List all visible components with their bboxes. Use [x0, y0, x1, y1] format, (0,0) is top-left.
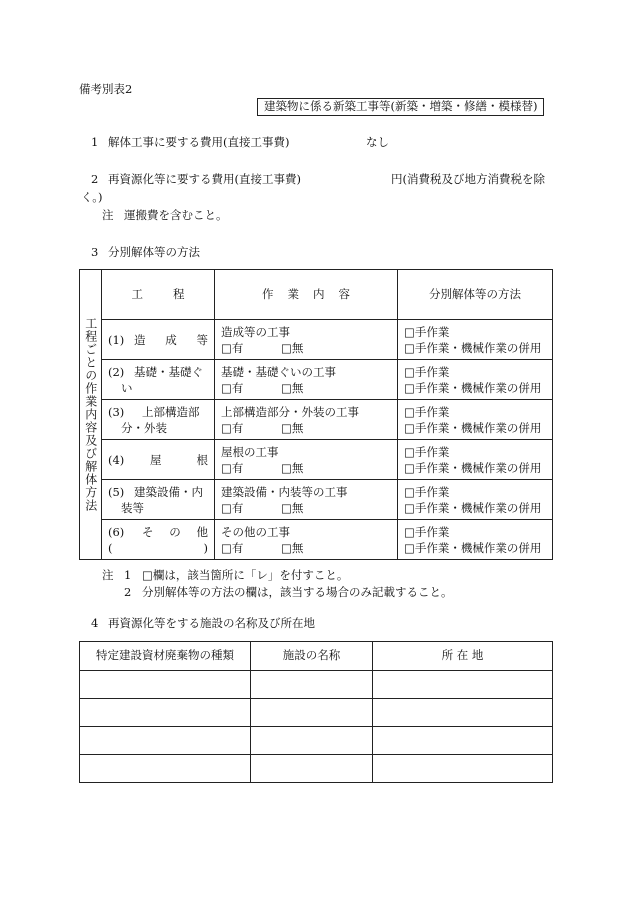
checkbox-no[interactable]: □無 [281, 540, 304, 555]
appendix-label: 備考別表2 [79, 82, 133, 96]
checkbox-no[interactable]: □無 [281, 500, 304, 515]
process-name-part: 成 [165, 332, 177, 347]
work-title: その他の工事 [221, 524, 290, 539]
process-number: (6) [108, 524, 125, 539]
method-manual-checkbox[interactable]: □手作業 [404, 404, 450, 419]
method-combined-checkbox[interactable]: □手作業・機械作業の併用 [404, 540, 542, 555]
process-name-part: 建築設備・内 [134, 484, 203, 499]
section-3-number: 3 [91, 245, 99, 259]
header-method: 分別解体等の方法 [398, 270, 553, 320]
method-combined-checkbox[interactable]: □手作業・機械作業の併用 [404, 500, 542, 515]
facility-name-cell[interactable] [251, 727, 373, 755]
table3-note-2-number: 2 [124, 585, 132, 599]
section-1-label: 解体工事に要する費用(直接工事費) [108, 135, 290, 149]
header-work [215, 270, 398, 320]
process-name-part: 屋 [150, 452, 162, 467]
table-row [80, 699, 553, 727]
section-4-label: 再資源化等をする施設の名称及び所在地 [108, 616, 315, 630]
table-row [80, 320, 553, 360]
work-title: 屋根の工事 [221, 444, 279, 459]
checkbox-yes[interactable]: □有 [221, 540, 244, 555]
method-combined-checkbox[interactable]: □手作業・機械作業の併用 [404, 420, 542, 435]
facility-name-cell[interactable] [251, 699, 373, 727]
table3-note-2: 分別解体等の方法の欄は，該当する場合のみ記載すること。 [142, 585, 453, 599]
header-facility-name: 施設の名称 [251, 642, 373, 671]
process-number: (2) [108, 364, 125, 379]
table-row [80, 520, 553, 560]
recycling-facility-table [79, 641, 553, 783]
work-title: 上部構造部分・外装の工事 [221, 404, 359, 419]
process-name-part: 上部構造部 [142, 404, 200, 419]
construction-type-box: 建築物に係る新築工事等(新築・増築・修繕・模様替) [257, 98, 544, 116]
facility-name-cell[interactable] [251, 671, 373, 699]
section-2-value-line1: 円(消費税及び地方消費税を除 [391, 172, 545, 186]
checkbox-no[interactable]: □無 [281, 340, 304, 355]
location-cell[interactable] [373, 699, 553, 727]
facility-name-cell[interactable] [251, 755, 373, 783]
section-2-note-prefix: 注 [102, 208, 114, 222]
section-2-number: 2 [91, 172, 99, 186]
side-label-cell [80, 270, 102, 560]
process-name-line2: い [121, 380, 133, 395]
location-cell[interactable] [373, 755, 553, 783]
table-row [80, 727, 553, 755]
method-manual-checkbox[interactable]: □手作業 [404, 324, 450, 339]
section-2-note: 運搬費を含むこと。 [124, 208, 228, 222]
process-name-part: の [169, 524, 181, 539]
work-title: 建築設備・内装等の工事 [221, 484, 348, 499]
checkbox-yes[interactable]: □有 [221, 460, 244, 475]
process-number: (1) [108, 332, 125, 347]
checkbox-no[interactable]: □無 [281, 380, 304, 395]
work-title: 基礎・基礎ぐいの工事 [221, 364, 336, 379]
header-work-char2: 業 [287, 286, 299, 301]
process-name-part: 等 [196, 332, 208, 347]
process-name-part: そ [142, 524, 154, 539]
method-combined-checkbox[interactable]: □手作業・機械作業の併用 [404, 460, 542, 475]
process-name-part: 造 [134, 332, 146, 347]
section-1-number: 1 [91, 135, 99, 149]
process-name-part: 根 [196, 452, 208, 467]
header-waste-type: 特定建設資材廃棄物の種類 [80, 642, 251, 671]
method-combined-checkbox[interactable]: □手作業・機械作業の併用 [404, 340, 542, 355]
work-title: 造成等の工事 [221, 324, 290, 339]
method-manual-checkbox[interactable]: □手作業 [404, 484, 450, 499]
method-manual-checkbox[interactable]: □手作業 [404, 444, 450, 459]
checkbox-no[interactable]: □無 [281, 460, 304, 475]
table4-header-row [80, 642, 553, 671]
checkbox-yes[interactable]: □有 [221, 380, 244, 395]
table3-header-row [80, 270, 553, 320]
process-number: (5) [108, 484, 125, 499]
header-work-char1: 作 [262, 286, 274, 301]
checkbox-no[interactable]: □無 [281, 420, 304, 435]
method-manual-checkbox[interactable]: □手作業 [404, 524, 450, 539]
process-number: (3) [108, 404, 125, 419]
header-process-char2: 程 [173, 286, 185, 301]
table-row [80, 755, 553, 783]
section-2-value-line2: く。) [81, 190, 103, 204]
table-row [80, 360, 553, 400]
process-name-part: 他 [196, 524, 208, 539]
table3-note-1-number: 1 [124, 568, 132, 582]
process-name-line2: 分・外装 [121, 420, 167, 435]
table-row [80, 480, 553, 520]
location-cell[interactable] [373, 671, 553, 699]
table-row [80, 440, 553, 480]
checkbox-yes[interactable]: □有 [221, 340, 244, 355]
process-name-part: 基礎・基礎ぐ [134, 364, 203, 379]
table-row [80, 400, 553, 440]
waste-type-cell[interactable] [80, 727, 251, 755]
other-close-paren: ) [203, 540, 208, 555]
table3-note-prefix: 注 [102, 568, 114, 582]
section-3-label: 分別解体等の方法 [108, 245, 200, 259]
checkbox-yes[interactable]: □有 [221, 420, 244, 435]
other-open-paren: ( [108, 540, 113, 555]
method-manual-checkbox[interactable]: □手作業 [404, 364, 450, 379]
process-number: (4) [108, 452, 125, 467]
section-4-number: 4 [91, 616, 99, 630]
section-1-value: なし [366, 135, 389, 149]
header-work-char4: 容 [338, 286, 350, 301]
section-2-label: 再資源化等に要する費用(直接工事費) [108, 172, 301, 186]
table-row [80, 671, 553, 699]
checkbox-yes[interactable]: □有 [221, 500, 244, 515]
header-work-char3: 内 [313, 286, 325, 301]
header-process-char1: 工 [131, 286, 143, 301]
process-name-line2: 装等 [121, 500, 144, 515]
separate-demolition-table [79, 269, 553, 560]
method-combined-checkbox[interactable]: □手作業・機械作業の併用 [404, 380, 542, 395]
waste-type-cell[interactable] [80, 671, 251, 699]
waste-type-cell[interactable] [80, 699, 251, 727]
side-label: 工程ごとの作業内容及び解体方法 [83, 317, 98, 512]
table3-note-1: □欄は，該当箇所に「レ」を付すこと。 [142, 568, 349, 582]
location-cell[interactable] [373, 727, 553, 755]
waste-type-cell[interactable] [80, 755, 251, 783]
header-location: 所 在 地 [373, 642, 553, 671]
header-process [102, 270, 215, 320]
